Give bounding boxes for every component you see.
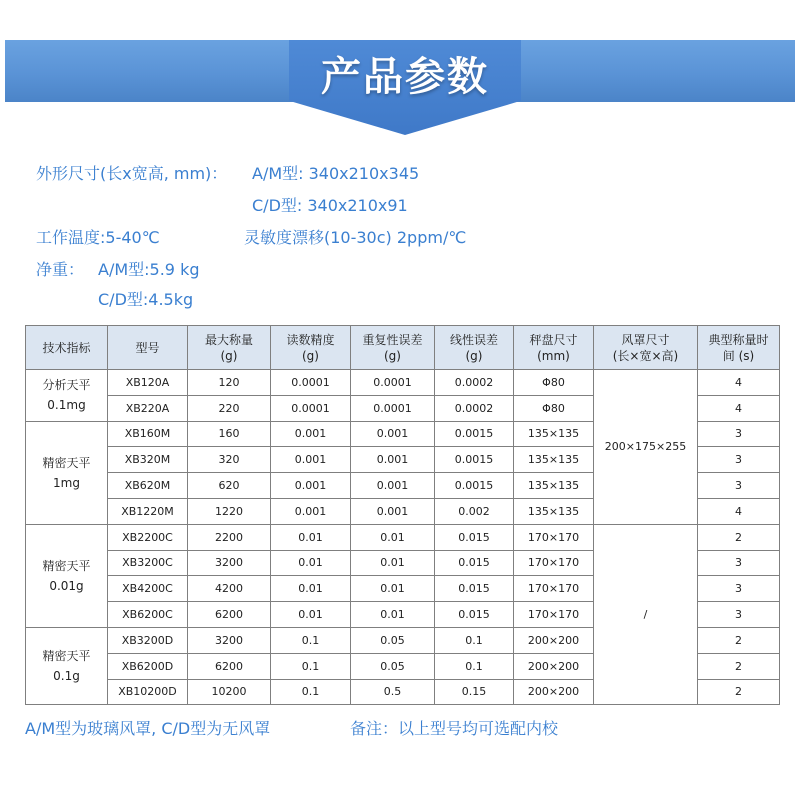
sensitivity-drift: 灵敏度漂移(10-30c) 2ppm/℃: [244, 228, 467, 247]
linearity-cell: 0.015: [435, 524, 514, 550]
readability-cell: 0.01: [271, 550, 351, 576]
readability-cell: 0.1: [271, 679, 351, 705]
stabilization-time-cell: 4: [698, 370, 780, 396]
repeatability-cell: 0.001: [351, 473, 435, 499]
stabilization-time-cell: 3: [698, 550, 780, 576]
model-cell: XB3200C: [108, 550, 188, 576]
max-capacity-cell: 120: [188, 370, 271, 396]
repeatability-cell: 0.05: [351, 627, 435, 653]
working-temperature: 工作温度:5-40℃: [36, 228, 160, 247]
max-capacity-cell: 320: [188, 447, 271, 473]
pan-size-cell: 200×200: [514, 653, 594, 679]
readability-cell: 0.1: [271, 627, 351, 653]
linearity-cell: 0.015: [435, 550, 514, 576]
model-cell: XB220A: [108, 395, 188, 421]
stabilization-time-cell: 3: [698, 473, 780, 499]
readability-cell: 0.1: [271, 653, 351, 679]
model-cell: XB6200C: [108, 602, 188, 628]
linearity-cell: 0.0015: [435, 421, 514, 447]
linearity-cell: 0.0002: [435, 395, 514, 421]
pan-size-cell: 135×135: [514, 447, 594, 473]
pan-size-cell: 170×170: [514, 576, 594, 602]
group-cell: 分析天平 0.1mg: [26, 370, 108, 422]
pan-size-cell: 200×200: [514, 679, 594, 705]
model-cell: XB620M: [108, 473, 188, 499]
linearity-cell: 0.002: [435, 498, 514, 524]
model-cell: XB2200C: [108, 524, 188, 550]
header-cell: 风罩尺寸 (长×宽×高): [594, 326, 698, 370]
linearity-cell: 0.1: [435, 653, 514, 679]
header-cell: 典型称量时 间 (s): [698, 326, 780, 370]
readability-cell: 0.001: [271, 447, 351, 473]
model-cell: XB1220M: [108, 498, 188, 524]
stabilization-time-cell: 2: [698, 653, 780, 679]
repeatability-cell: 0.01: [351, 524, 435, 550]
pan-size-cell: Φ80: [514, 395, 594, 421]
pan-size-cell: 135×135: [514, 421, 594, 447]
max-capacity-cell: 160: [188, 421, 271, 447]
max-capacity-cell: 620: [188, 473, 271, 499]
model-cell: XB160M: [108, 421, 188, 447]
readability-cell: 0.001: [271, 498, 351, 524]
net-weight-label: 净重：: [36, 260, 85, 279]
readability-cell: 0.001: [271, 421, 351, 447]
readability-cell: 0.001: [271, 473, 351, 499]
linearity-cell: 0.0015: [435, 473, 514, 499]
repeatability-cell: 0.5: [351, 679, 435, 705]
model-cell: XB320M: [108, 447, 188, 473]
repeatability-cell: 0.001: [351, 498, 435, 524]
header-cell: 读数精度 (g): [271, 326, 351, 370]
draft-shield-cell: /: [594, 524, 698, 705]
repeatability-cell: 0.0001: [351, 370, 435, 396]
repeatability-cell: 0.001: [351, 447, 435, 473]
draft-shield-cell: 200×175×255: [594, 370, 698, 525]
linearity-cell: 0.15: [435, 679, 514, 705]
linearity-cell: 0.015: [435, 576, 514, 602]
pan-size-cell: 200×200: [514, 627, 594, 653]
linearity-cell: 0.0015: [435, 447, 514, 473]
table-row: [26, 370, 780, 396]
stabilization-time-cell: 3: [698, 421, 780, 447]
max-capacity-cell: 3200: [188, 550, 271, 576]
header-cell: 技术指标: [26, 326, 108, 370]
readability-cell: 0.01: [271, 524, 351, 550]
repeatability-cell: 0.05: [351, 653, 435, 679]
model-cell: XB120A: [108, 370, 188, 396]
stabilization-time-cell: 2: [698, 679, 780, 705]
table-header-row: [26, 326, 780, 370]
max-capacity-cell: 4200: [188, 576, 271, 602]
header-cell: 重复性误差 (g): [351, 326, 435, 370]
stabilization-time-cell: 3: [698, 576, 780, 602]
linearity-cell: 0.1: [435, 627, 514, 653]
pan-size-cell: 170×170: [514, 550, 594, 576]
dimensions-cd: C/D型: 340x210x91: [252, 196, 408, 215]
table-row: [26, 524, 780, 550]
pan-size-cell: 135×135: [514, 498, 594, 524]
stabilization-time-cell: 4: [698, 498, 780, 524]
model-cell: XB10200D: [108, 679, 188, 705]
model-cell: XB6200D: [108, 653, 188, 679]
group-cell: 精密天平 1mg: [26, 421, 108, 524]
repeatability-cell: 0.01: [351, 550, 435, 576]
stabilization-time-cell: 3: [698, 602, 780, 628]
repeatability-cell: 0.0001: [351, 395, 435, 421]
header-cell: 线性误差 (g): [435, 326, 514, 370]
stabilization-time-cell: 2: [698, 627, 780, 653]
max-capacity-cell: 220: [188, 395, 271, 421]
pan-size-cell: Φ80: [514, 370, 594, 396]
dimensions-label: 外形尺寸(长x宽高, mm)：: [36, 164, 228, 183]
header-cell: 秤盘尺寸 (mm): [514, 326, 594, 370]
readability-cell: 0.01: [271, 602, 351, 628]
stabilization-time-cell: 3: [698, 447, 780, 473]
net-weight-cd: C/D型:4.5kg: [98, 290, 194, 309]
linearity-cell: 0.015: [435, 602, 514, 628]
header-cell: 型号: [108, 326, 188, 370]
stabilization-time-cell: 2: [698, 524, 780, 550]
group-cell: 精密天平 0.1g: [26, 627, 108, 704]
header-cell: 最大称量 (g): [188, 326, 271, 370]
stabilization-time-cell: 4: [698, 395, 780, 421]
repeatability-cell: 0.01: [351, 602, 435, 628]
max-capacity-cell: 2200: [188, 524, 271, 550]
spec-table: [25, 325, 780, 705]
max-capacity-cell: 6200: [188, 602, 271, 628]
max-capacity-cell: 10200: [188, 679, 271, 705]
pan-size-cell: 170×170: [514, 602, 594, 628]
draft-shield-note: A/M型为玻璃风罩, C/D型为无风罩: [25, 719, 271, 738]
max-capacity-cell: 3200: [188, 627, 271, 653]
group-cell: 精密天平 0.01g: [26, 524, 108, 627]
dimensions-am: A/M型: 340x210x345: [252, 164, 420, 183]
pan-size-cell: 135×135: [514, 473, 594, 499]
readability-cell: 0.0001: [271, 370, 351, 396]
remark-note: 备注：以上型号均可选配内校: [350, 719, 559, 738]
max-capacity-cell: 6200: [188, 653, 271, 679]
readability-cell: 0.0001: [271, 395, 351, 421]
repeatability-cell: 0.01: [351, 576, 435, 602]
page-title: 产品参数: [321, 54, 489, 100]
net-weight-am: A/M型:5.9 kg: [98, 260, 200, 279]
repeatability-cell: 0.001: [351, 421, 435, 447]
model-cell: XB4200C: [108, 576, 188, 602]
linearity-cell: 0.0002: [435, 370, 514, 396]
model-cell: XB3200D: [108, 627, 188, 653]
readability-cell: 0.01: [271, 576, 351, 602]
max-capacity-cell: 1220: [188, 498, 271, 524]
pan-size-cell: 170×170: [514, 524, 594, 550]
